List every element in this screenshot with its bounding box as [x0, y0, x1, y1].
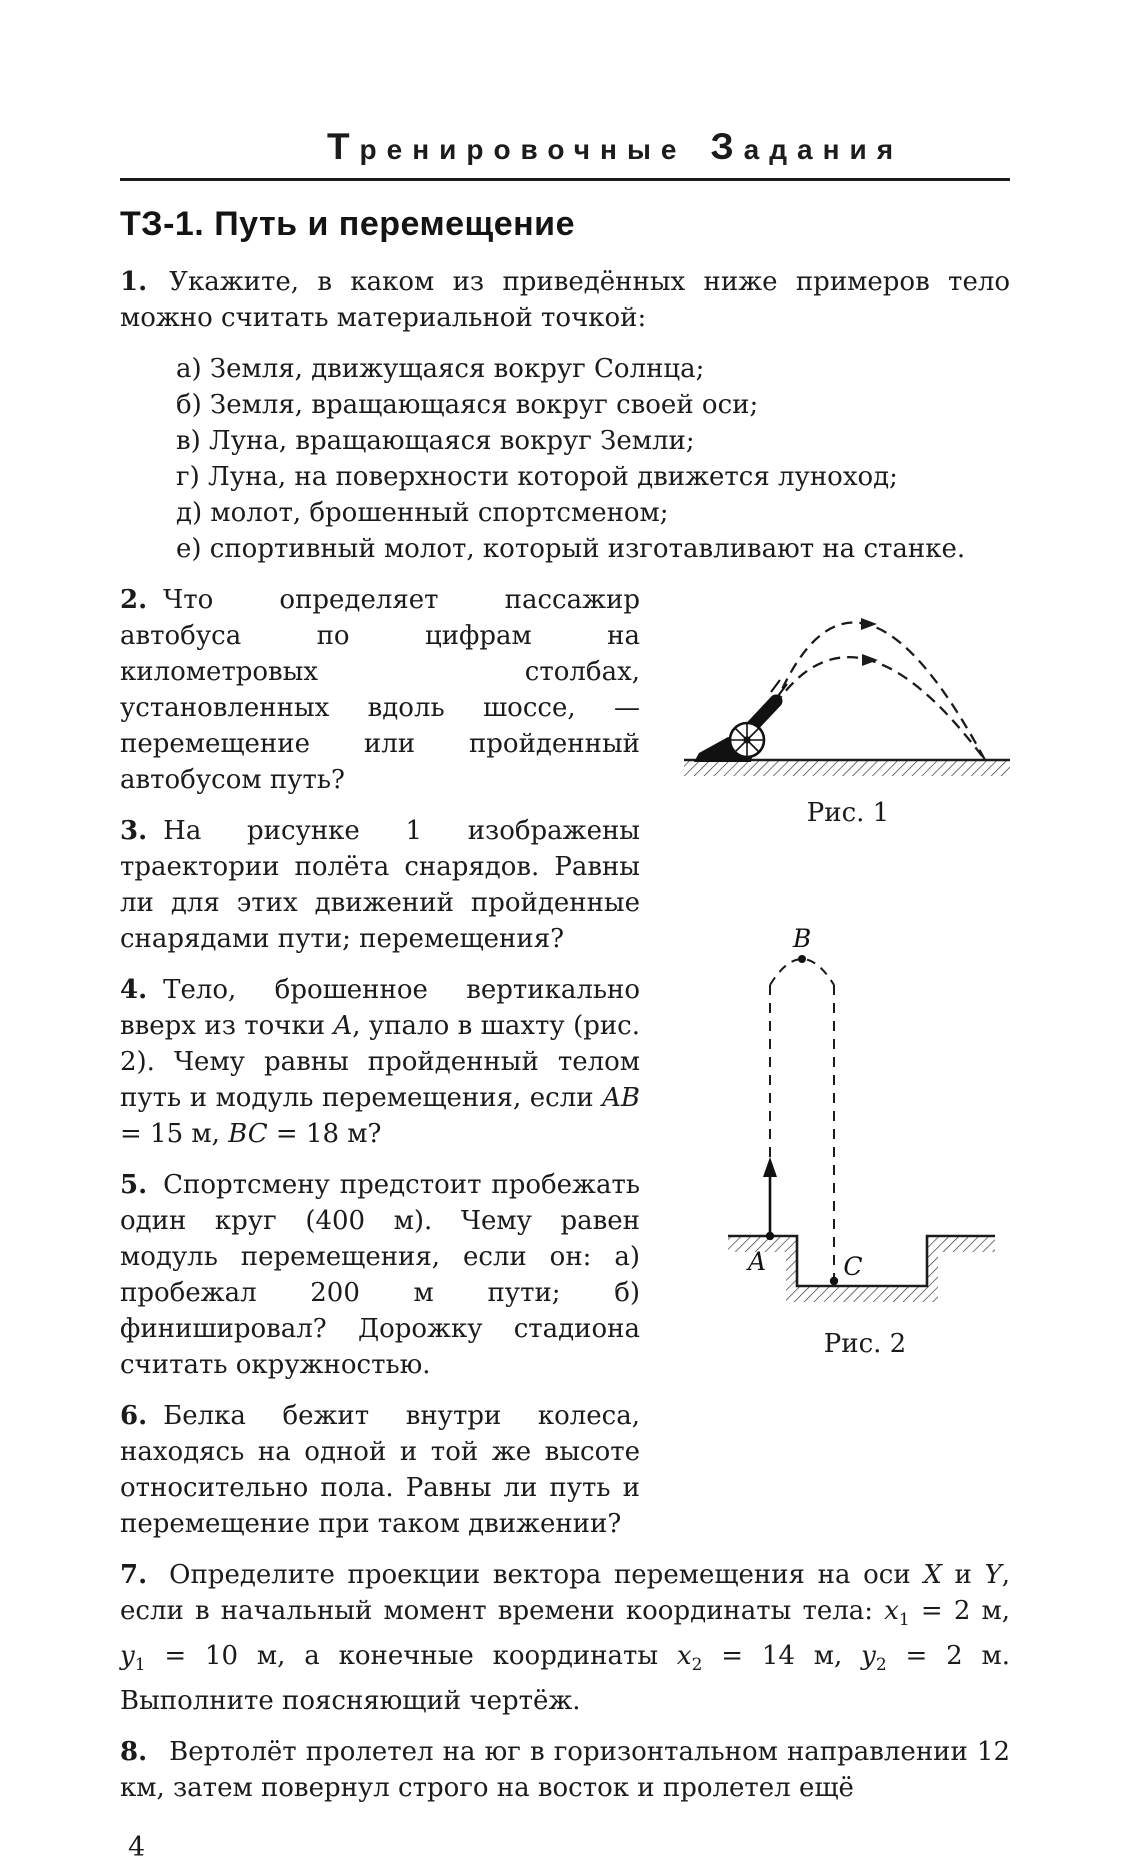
- problem-1-text: Укажите, в каком из приведённых ниже примеров тело можно считать материальной точкой:: [120, 267, 1010, 333]
- problem-4-number: 4.: [120, 975, 148, 1005]
- cannon-icon: [694, 680, 787, 762]
- problem-6-text: Белка бежит внутри колеса, находясь на одной и той же высоте относительно пола. Равны ли путь и перемещение при таком движении?: [120, 1401, 640, 1539]
- problem-7-number: 7.: [120, 1560, 148, 1590]
- trajectory-high-arc: [775, 623, 985, 760]
- problem-1: [120, 264, 1010, 336]
- problem-2-number: 2.: [120, 585, 148, 615]
- figure-1-caption: Рис. 1: [806, 798, 890, 828]
- problem-7-text: Определите проекции вектора перемещения на оси X и Y, если в начальный момент времени координаты тела: $x_1 = 2$ м, $y_1 = 10$ м, а конечные координаты $x_2 = 14$ м, $y_2 = 2$ м. Выполните поясняющий чертёж.: [120, 1560, 1011, 1717]
- problem-1-option-v: в) Луна, вращающаяся вокруг Земли;: [176, 426, 695, 456]
- figure-2-caption: Рис. 2: [823, 1329, 907, 1359]
- problem-1-options: [120, 351, 1010, 567]
- point-a-label: A: [747, 1247, 767, 1276]
- point-b-dot: [798, 955, 806, 963]
- problem-5: [120, 1167, 640, 1383]
- problem-4: [120, 972, 640, 1152]
- ground-hatching: [684, 760, 1010, 776]
- arrowhead-low-arc: [862, 654, 878, 666]
- problem-1-option-b: б) Земля, вращающаяся вокруг своей оси;: [176, 390, 759, 420]
- point-a-dot: [766, 1232, 774, 1240]
- point-c-label: C: [843, 1252, 863, 1281]
- section-title: ТЗ-1. Путь и перемещение: [120, 205, 575, 243]
- problem-5-number: 5.: [120, 1170, 148, 1200]
- problem-6-number: 6.: [120, 1401, 148, 1431]
- problem-7: [120, 1557, 1010, 1719]
- problem-3-number: 3.: [120, 816, 148, 846]
- point-c-dot: [830, 1277, 838, 1285]
- problem-5-text: Спортсмену предстоит пробежать один круг (400 м). Чему равен модуль перемещения, если он: а) пробежал 200 м пути; б) финишировал? Дорожку стадиона считать окружностью.: [120, 1170, 640, 1380]
- problem-4-text: Тело, брошенное вертикально вверх из точки A, упало в шахту (рис. 2). Чему равны пройденный телом путь и модуль перемещения, если AB = 15 м, BC = 18 м?: [120, 975, 641, 1149]
- problem-1-option-a: а) Земля, движущаяся вокруг Солнца;: [176, 354, 705, 384]
- trajectory-low-arc: [775, 657, 985, 760]
- problem-1-option-g: г) Луна, на поверхности которой движется луноход;: [176, 462, 898, 492]
- problem-8-text: Вертолёт пролетел на юг в горизонтальном направлении 12 км, затем повернул строго на восток и пролетел ещё: [120, 1737, 1010, 1804]
- figure-1: [650, 592, 1010, 828]
- arrowhead-high-arc: [861, 618, 877, 630]
- problem-3: [120, 813, 640, 957]
- figure-2: [650, 921, 1010, 1359]
- problem-1-number: 1.: [120, 267, 148, 297]
- problem-6: [120, 1398, 640, 1542]
- problem-1-option-e: е) спортивный молот, который изготавливают на станке.: [176, 534, 966, 564]
- shaft-throw-illustration: [650, 921, 1000, 1321]
- cannon-trajectories-illustration: [650, 592, 1010, 788]
- problem-1-option-d: д) молот, брошенный спортсменом;: [176, 498, 669, 528]
- problem-8-number: 8.: [120, 1737, 148, 1768]
- two-column-zone: [120, 582, 1010, 1557]
- page-header: Тренировочные Задания: [120, 126, 1010, 181]
- problem-2-text: Что определяет пассажир автобуса по цифрам на километровых столбах, установленных вдоль шоссе, — перемещение или пройденный автобусом путь?: [120, 585, 640, 795]
- problems-column: [120, 582, 640, 1557]
- figures-column: [640, 582, 1010, 1359]
- page-number: 4: [128, 1832, 146, 1863]
- velocity-arrowhead: [763, 1157, 777, 1177]
- problem-8: [120, 1734, 1010, 1806]
- problem-3-text: На рисунке 1 изображены траектории полёта снарядов. Равны ли для этих движений пройденные снарядами пути; перемещения?: [120, 816, 640, 954]
- point-b-label: B: [792, 924, 812, 953]
- problem-2: [120, 582, 640, 798]
